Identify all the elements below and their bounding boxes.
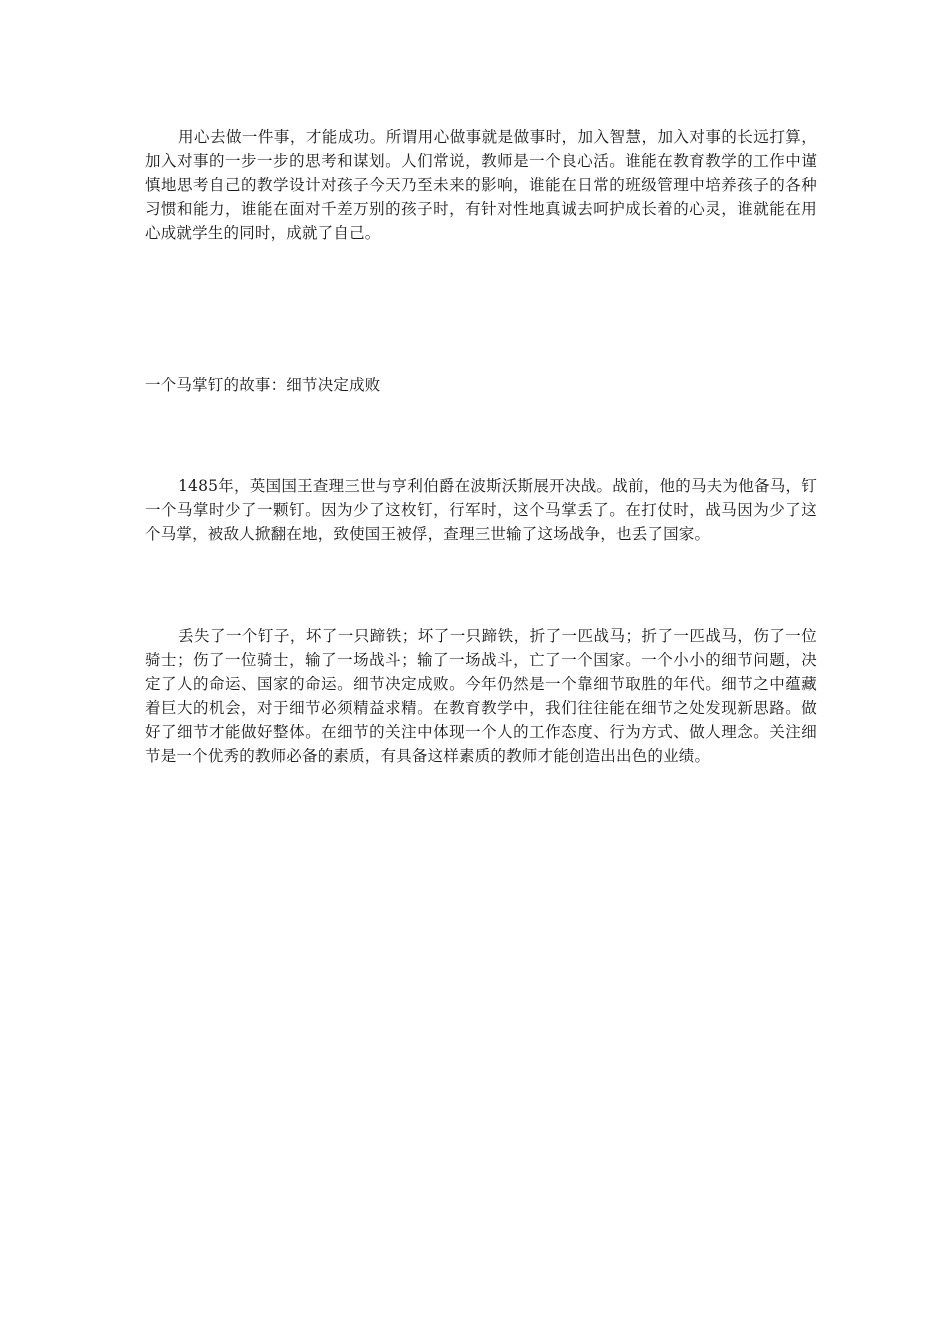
intro-paragraph: 用心去做一件事，才能成功。所谓用心做事就是做事时，加入智慧，加入对事的长远打算，加入对事的一步一步的思考和谋划。人们常说，教师是一个良心活。谁能在教育教学的工作中谨慎地思考自己的教学设计对孩子今天乃至未来的影响，谁能在日常的班级管理中培养孩子的各种习惯和能力，谁能在面对千差万别的孩子时，有针对性地真诚去呵护成长着的心灵，谁就能在用心成就学生的同时，成就了自己。	[145, 128, 817, 242]
story-paragraph: 1485年，英国国王查理三世与亨利伯爵在波斯沃斯展开决战。战前，他的马夫为他备马，钉一个马掌时少了一颗钉。因为少了这枚钉，行军时，这个马掌丢了。在打仗时，战马因为少了这个马掌，被敌人掀翻在地，致使国王被俘，查理三世输了这场战争，也丢了国家。	[145, 477, 817, 543]
section-heading: 一个马掌钉的故事：细节决定成败	[145, 376, 381, 394]
conclusion-paragraph: 丢失了一个钉子，坏了一只蹄铁；坏了一只蹄铁，折了一匹战马；折了一匹战马，伤了一位骑士；伤了一位骑士，输了一场战斗；输了一场战斗，亡了一个国家。一个小小的细节问题，决定了人的命运、国家的命运。细节决定成败。今年仍然是一个靠细节取胜的年代。细节之中蕴藏着巨大的机会，对于细节必须精益求精。在教育教学中，我们往往能在细节之处发现新思路。做好了细节才能做好整体。在细节的关注中体现一个人的工作态度、行为方式、做人理念。关注细节是一个优秀的教师必备的素质，有具备这样素质的教师才能创造出出色的业绩。	[145, 627, 817, 765]
